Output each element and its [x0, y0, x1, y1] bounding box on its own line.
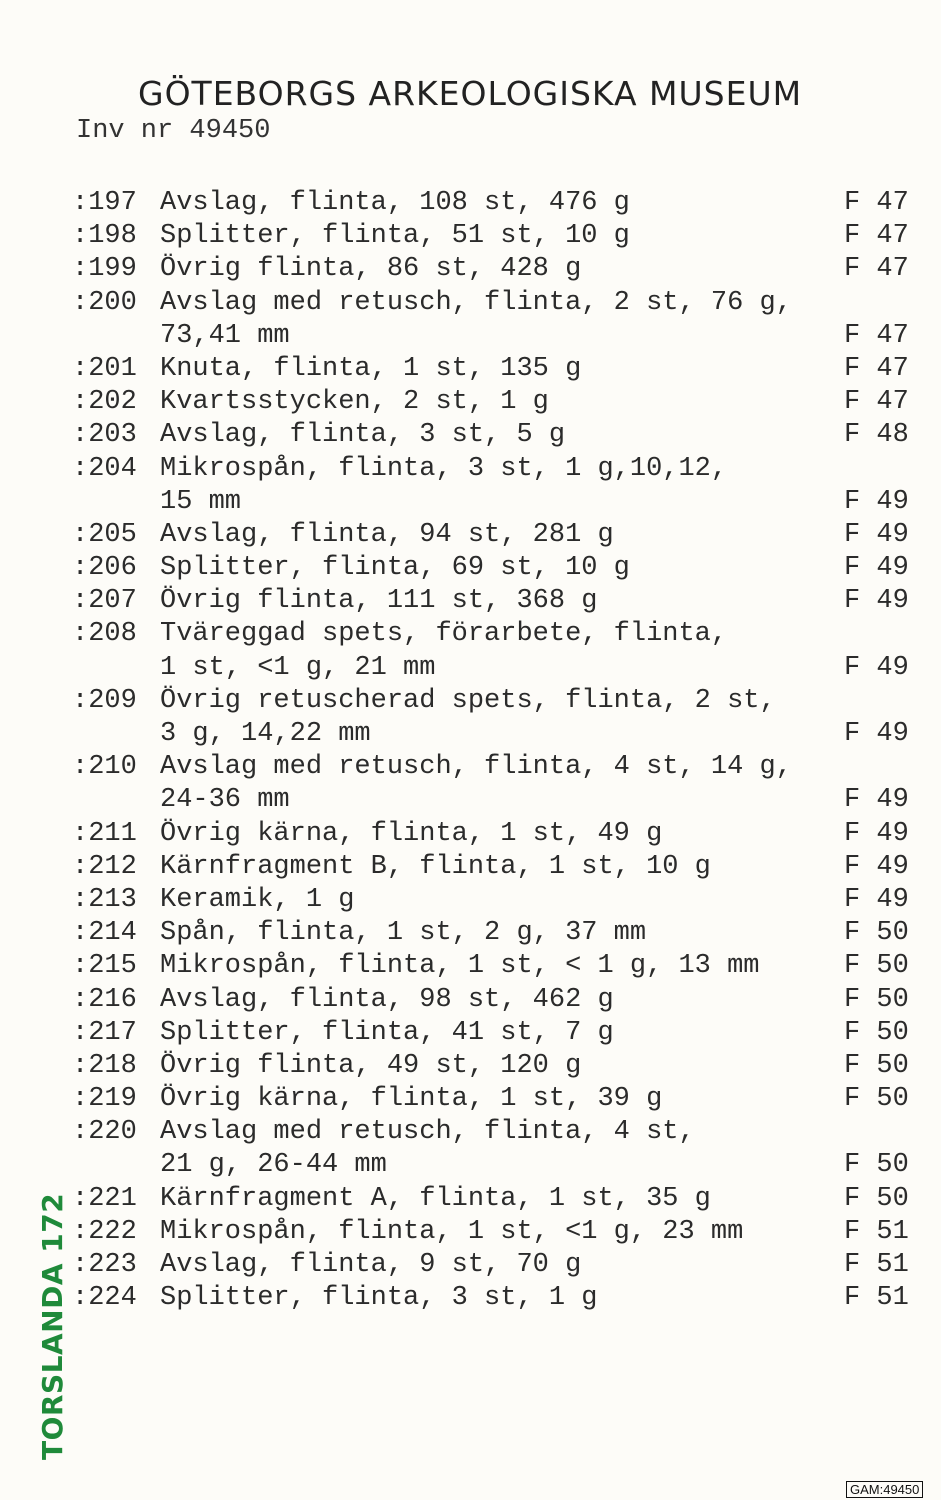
entry-line: [0, 950, 941, 983]
entry-description: Avslag, flinta, 98 st, 462 g: [160, 984, 614, 1015]
entry-number: :197: [72, 188, 137, 218]
find-number: F 51: [844, 1250, 909, 1280]
entry-line: [0, 220, 941, 253]
entry-number: :208: [72, 619, 137, 650]
entry-number: :223: [72, 1250, 137, 1280]
entry-description: Spån, flinta, 1 st, 2 g, 37 mm: [160, 918, 647, 949]
find-number: F 50: [844, 918, 909, 949]
entry-description: 73,41 mm: [160, 320, 290, 351]
entry-description: Avslag, flinta, 94 st, 281 g: [160, 519, 614, 550]
find-number: F 50: [844, 951, 909, 982]
inventory-number: Inv nr 49450: [76, 116, 271, 146]
entry-number: :204: [72, 453, 137, 484]
find-number: F 50: [844, 1150, 909, 1181]
entry-description: Övrig retuscherad spets, flinta, 2 st,: [160, 685, 776, 716]
entry-number: :218: [72, 1050, 137, 1081]
entry-description: Keramik, 1 g: [160, 884, 355, 915]
entry-number: :199: [72, 254, 137, 285]
entry-list: [0, 187, 941, 1315]
entry-line: [0, 984, 941, 1017]
entry-description: Avslag, flinta, 9 st, 70 g: [160, 1250, 582, 1280]
entry-number: :220: [72, 1117, 137, 1148]
entry-line: [0, 1216, 941, 1249]
entry-line: [0, 1249, 941, 1282]
reference-label: GAM:49450: [846, 1481, 923, 1498]
find-number: F 49: [844, 486, 909, 517]
entry-description: 3 g, 14,22 mm: [160, 719, 371, 749]
entry-description: Kvartsstycken, 2 st, 1 g: [160, 387, 549, 418]
entry-line: [0, 1282, 941, 1315]
find-number: F 49: [844, 884, 909, 915]
find-number: F 47: [844, 221, 909, 252]
entry-line: [0, 1183, 941, 1216]
entry-line: [0, 751, 941, 784]
entry-description: Mikrospån, flinta, 1 st, < 1 g, 13 mm: [160, 951, 760, 982]
entry-number: :213: [72, 884, 137, 915]
entry-number: :209: [72, 685, 137, 716]
find-number: F 49: [844, 719, 909, 749]
find-number: F 49: [844, 652, 909, 683]
entry-line: [0, 917, 941, 950]
entry-description: Mikrospån, flinta, 3 st, 1 g,10,12,: [160, 453, 728, 484]
entry-number: :221: [72, 1183, 137, 1214]
find-number: F 50: [844, 1017, 909, 1048]
entry-description: Övrig flinta, 111 st, 368 g: [160, 586, 598, 617]
entry-description: Övrig kärna, flinta, 1 st, 39 g: [160, 1084, 663, 1115]
entry-number: :210: [72, 752, 137, 783]
find-number: F 50: [844, 984, 909, 1015]
entry-line: [0, 353, 941, 386]
entry-number: :215: [72, 951, 137, 982]
entry-line: [0, 718, 941, 751]
entry-line: [0, 287, 941, 320]
entry-description: Övrig flinta, 86 st, 428 g: [160, 254, 582, 285]
entry-line: [0, 818, 941, 851]
find-number: F 47: [844, 353, 909, 384]
find-number: F 47: [844, 387, 909, 418]
entry-description: Splitter, flinta, 3 st, 1 g: [160, 1283, 598, 1314]
entry-description: Mikrospån, flinta, 1 st, <1 g, 23 mm: [160, 1216, 744, 1247]
find-number: F 47: [844, 254, 909, 285]
entry-line: [0, 1116, 941, 1149]
entry-number: :202: [72, 387, 137, 418]
entry-line: [0, 453, 941, 486]
entry-description: Splitter, flinta, 51 st, 10 g: [160, 221, 630, 252]
entry-description: Splitter, flinta, 69 st, 10 g: [160, 553, 630, 584]
entry-description: Avslag, flinta, 3 st, 5 g: [160, 420, 566, 451]
entry-number: :198: [72, 221, 137, 252]
find-number: F 49: [844, 553, 909, 584]
entry-line: [0, 784, 941, 817]
entry-description: Tväreggad spets, förarbete, flinta,: [160, 619, 728, 650]
entry-line: [0, 685, 941, 718]
museum-title: GÖTEBORGS ARKEOLOGISKA MUSEUM: [138, 74, 803, 113]
entry-number: :205: [72, 519, 137, 550]
find-number: F 51: [844, 1216, 909, 1247]
entry-line: [0, 851, 941, 884]
find-number: F 49: [844, 519, 909, 550]
entry-number: :222: [72, 1216, 137, 1247]
entry-number: :217: [72, 1017, 137, 1048]
entry-line: [0, 1149, 941, 1182]
entry-line: [0, 519, 941, 552]
entry-line: [0, 1050, 941, 1083]
find-number: F 48: [844, 420, 909, 451]
find-number: F 51: [844, 1283, 909, 1314]
entry-line: [0, 652, 941, 685]
entry-description: Kärnfragment B, flinta, 1 st, 10 g: [160, 851, 711, 882]
entry-line: [0, 552, 941, 585]
entry-line: [0, 419, 941, 452]
entry-number: :211: [72, 818, 137, 849]
entry-number: :216: [72, 984, 137, 1015]
entry-line: [0, 253, 941, 286]
find-number: F 47: [844, 320, 909, 351]
entry-line: [0, 187, 941, 220]
find-number: F 50: [844, 1084, 909, 1115]
entry-number: :201: [72, 353, 137, 384]
entry-line: [0, 386, 941, 419]
entry-line: [0, 884, 941, 917]
entry-number: :224: [72, 1283, 137, 1314]
find-number: F 49: [844, 818, 909, 849]
entry-description: 15 mm: [160, 486, 242, 517]
entry-number: :214: [72, 918, 137, 949]
entry-line: [0, 1017, 941, 1050]
find-number: F 49: [844, 586, 909, 617]
entry-number: :206: [72, 553, 137, 584]
entry-description: Avslag med retusch, flinta, 4 st, 14 g,: [160, 752, 792, 783]
entry-line: [0, 618, 941, 651]
entry-description: 21 g, 26-44 mm: [160, 1150, 387, 1181]
entry-description: Kärnfragment A, flinta, 1 st, 35 g: [160, 1183, 711, 1214]
entry-description: 24-36 mm: [160, 785, 290, 816]
entry-description: Knuta, flinta, 1 st, 135 g: [160, 353, 582, 384]
entry-description: Avslag med retusch, flinta, 2 st, 76 g,: [160, 287, 792, 318]
entry-line: [0, 320, 941, 353]
entry-description: Avslag med retusch, flinta, 4 st,: [160, 1117, 695, 1148]
entry-description: Övrig kärna, flinta, 1 st, 49 g: [160, 818, 663, 849]
entry-description: Splitter, flinta, 41 st, 7 g: [160, 1017, 614, 1048]
find-number: F 50: [844, 1050, 909, 1081]
entry-description: 1 st, <1 g, 21 mm: [160, 652, 436, 683]
entry-number: :200: [72, 287, 137, 318]
find-number: F 49: [844, 851, 909, 882]
entry-number: :203: [72, 420, 137, 451]
entry-number: :207: [72, 586, 137, 617]
entry-line: [0, 585, 941, 618]
entry-line: [0, 1083, 941, 1116]
entry-number: :219: [72, 1084, 137, 1115]
entry-description: Övrig flinta, 49 st, 120 g: [160, 1050, 582, 1081]
entry-description: Avslag, flinta, 108 st, 476 g: [160, 188, 630, 218]
site-stamp: TORSLANDA 172: [36, 1192, 69, 1460]
find-number: F 50: [844, 1183, 909, 1214]
entry-number: :212: [72, 851, 137, 882]
entry-line: [0, 486, 941, 519]
find-number: F 49: [844, 785, 909, 816]
find-number: F 47: [844, 188, 909, 218]
